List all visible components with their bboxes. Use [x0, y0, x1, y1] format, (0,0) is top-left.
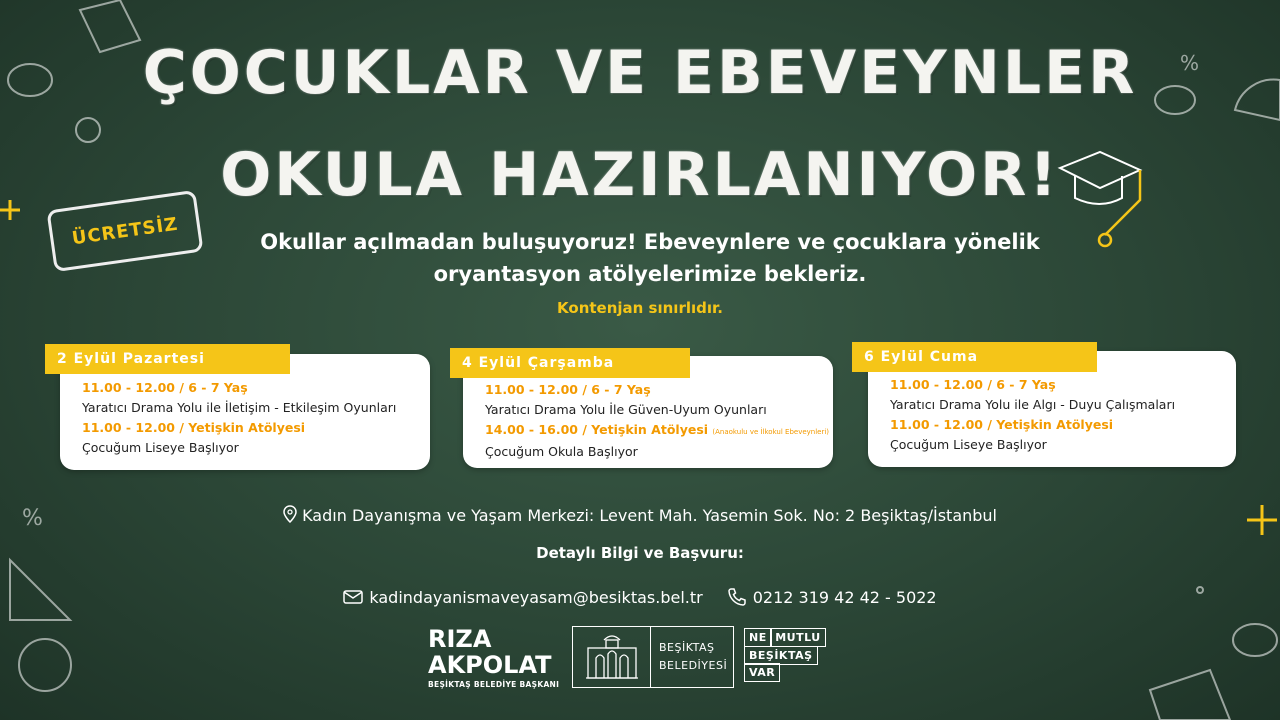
municipality-emblem-icon — [582, 632, 642, 682]
slogan-word: VAR — [744, 663, 780, 682]
slot-time: 11.00 - 12.00 / 6 - 7 Yaş — [890, 377, 1056, 392]
slot-time: 11.00 - 12.00 / Yetişkin Atölyesi — [82, 420, 306, 435]
contact-row — [0, 587, 1280, 607]
slot-time: 11.00 - 12.00 / Yetişkin Atölyesi — [890, 417, 1114, 432]
free-badge: ÜCRETSİZ — [46, 190, 203, 272]
address-text: Kadın Dayanışma ve Yaşam Merkezi: Levent Mah. Yasemin Sok. No: 2 Beşiktaş/İstanbul — [302, 506, 997, 525]
municipality-name — [651, 627, 727, 687]
address-line — [0, 505, 1280, 525]
phone-text[interactable]: 0212 319 42 42 - 5022 — [752, 587, 937, 607]
headline-line-2: OKULA HAZIRLANIYOR! — [220, 140, 1060, 210]
phone-icon — [727, 587, 747, 607]
apple-doodle — [76, 118, 100, 142]
slogan-logo — [744, 628, 850, 681]
slot-time: 11.00 - 12.00 / 6 - 7 Yaş — [82, 380, 248, 395]
card-1-day-tab: 2 Eylül Pazartesi — [45, 344, 290, 374]
intro-line-1: Okullar açılmadan buluşuyoruz! Ebeveynlere ve çocuklara yönelik — [260, 230, 1040, 254]
municipality-logo — [572, 626, 734, 688]
headline-line-1: ÇOCUKLAR VE EBEVEYNLER — [142, 38, 1138, 108]
phone-contact[interactable] — [727, 587, 937, 607]
card-2-day-tab: 4 Eylül Çarşamba — [450, 348, 690, 378]
mayor-first-name: RIZA — [428, 625, 492, 653]
slot-time: 11.00 - 12.00 / 6 - 7 Yaş — [485, 382, 651, 397]
capacity-note: Kontenjan sınırlıdır. — [557, 299, 723, 317]
percent-doodle: % — [22, 506, 43, 531]
info-title: Detaylı Bilgi ve Başvuru: — [536, 544, 744, 562]
email-text[interactable]: kadindayanismaveyasam@besiktas.bel.tr — [369, 587, 703, 607]
municipality-emblem — [573, 627, 651, 687]
email-icon — [343, 590, 363, 604]
mayor-logo — [428, 626, 568, 689]
slogan-word: BEŞİKTAŞ — [744, 646, 818, 665]
slot-note: (Anaokulu ve İlkokul Ebeveynleri) — [712, 428, 830, 436]
slot-description: Çocuğum Liseye Başlıyor — [82, 440, 239, 455]
location-pin-icon — [283, 505, 297, 523]
footer-logos — [0, 626, 1280, 690]
mayor-last-name: AKPOLAT — [428, 651, 552, 679]
slot-description: Çocuğum Liseye Başlıyor — [890, 437, 1047, 452]
slogan-word: NE — [744, 628, 772, 647]
municipality-line-2: BELEDİYESİ — [659, 659, 728, 672]
slot-time-text: 14.00 - 16.00 / Yetişkin Atölyesi — [485, 422, 709, 437]
mayor-role: BEŞİKTAŞ BELEDİYE BAŞKANI — [428, 680, 560, 689]
percent-doodle-right: % — [1180, 51, 1200, 75]
slot-description: Çocuğum Okula Başlıyor — [485, 444, 638, 459]
email-contact[interactable] — [343, 588, 702, 607]
municipality-line-1: BEŞİKTAŞ — [659, 641, 715, 654]
slot-description: Yaratıcı Drama Yolu ile Algı - Duyu Çalışmaları — [890, 397, 1176, 412]
slot-description: Yaratıcı Drama Yolu İle Güven-Uyum Oyunları — [485, 402, 767, 417]
intro-text — [200, 226, 1100, 290]
slogan-word: MUTLU — [770, 628, 825, 647]
slot-description: Yaratıcı Drama Yolu ile İletişim - Etkileşim Oyunları — [82, 400, 397, 415]
slot-time-with-note — [485, 420, 830, 442]
card-3-day-tab: 6 Eylül Cuma — [852, 342, 1097, 372]
intro-line-2: oryantasyon atölyelerimize bekleriz. — [433, 262, 867, 286]
